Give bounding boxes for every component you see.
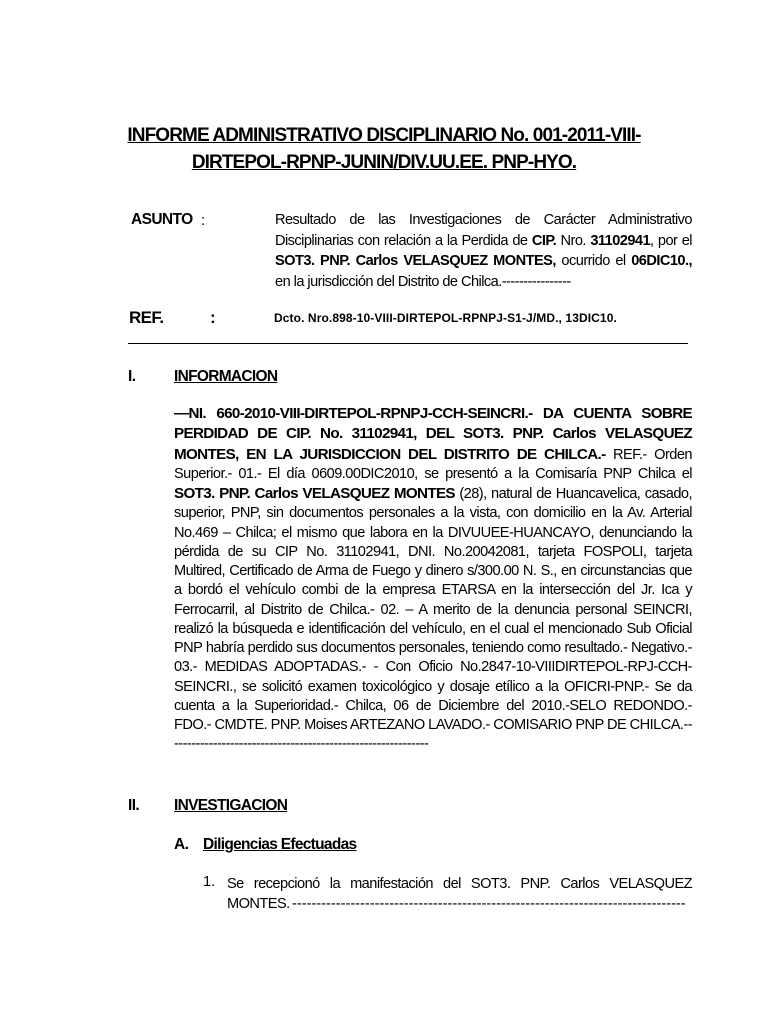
section-2-number: II. (128, 797, 140, 814)
item-1-sentence: Se recepcionó la manifestación del SOT3. PNP. Carlos VELASQUEZ MONTES. (227, 876, 692, 912)
section-1-title: INFORMACION (174, 368, 278, 385)
asunto-colon: : (201, 212, 206, 229)
section-2-title: INVESTIGACION (174, 797, 288, 814)
ref-colon: : (210, 308, 216, 327)
section-1-headline: —NI. 660-2010-VIII-DIRTEPOL-RPNPJ-CCH-SEINCRI.- DA CUENTA SOBRE PERDIDAD DE CIP. No. 31102941, DEL SOT3. PNP. Carlos VELASQUEZ MONTES, EN LA JURISDICCION DEL DISTRITO DE CHILCA.- (174, 405, 692, 463)
asunto-cip-number: 31102941 (590, 232, 651, 249)
asunto-text (275, 210, 692, 292)
asunto-part: ocurrido el (555, 253, 632, 269)
section-1-officer-name: SOT3. PNP. Carlos VELASQUEZ MONTES (174, 485, 455, 502)
asunto-part: Nro. (556, 232, 591, 249)
section-1-paragraph-part: REF.- Orden Superior.- 01.- El día 0609.00DIC2010, se presentó a la Comisaría PNP Chilca el (174, 446, 692, 482)
asunto-part: , por el (650, 232, 692, 249)
asunto-officer: SOT3. PNP. Carlos VELASQUEZ MONTES, (275, 253, 556, 269)
document-title (120, 122, 648, 176)
item-1-dash-fill: --------------------------------------------------------------------------------- (292, 896, 686, 912)
ref-text: Dcto. Nro.898-10-VIII-DIRTEPOL-RPNPJ-S1-J/MD., 13DIC10. (274, 311, 617, 325)
title-line-1: INFORME ADMINISTRATIVO DISCIPLINARIO No. 001-2011-VIII- (127, 125, 641, 146)
subsection-a-letter: A. (174, 836, 189, 853)
asunto-cip: CIP. (531, 232, 557, 249)
section-1-paragraph-part: (28), natural de Huancavelica, casado, superior, PNP, sin documentos personales a la vista, con domicilio en la Av. Arterial No.469 – Chilca; el mismo que labora en la DIVUUEE-HUANCAYO, denunciando la pérdida de su CIP No. 31102941, DNI. No.20042081, tarjeta FOSPOLI, tarjeta Multired, Certificado de Arma de Fuego y dinero s/300.00 N. S., en circunstancias que a bordó el vehículo combi de la empresa ETARSA en la intersección del Jr. Ica y Ferrocarril, al Distrito de Chilca.- 02. – A merito de la denuncia personal SEINCRI, realizó la búsqueda e identificación del vehículo, en el cual el mencionado Sub Oficial PNP habría perdido sus documentos personales, teniendo como resultado.- Negativo.- 03.- MEDIDAS ADOPTADAS.- - Con Oficio No.2847-10-VIIIDIRTEPOL-RPJ-CCH-SEINCRI., se solicitó examen toxicológico y dosaje etílico a la OFICRI-PNP.- Se da cuenta a la Superioridad.- Chilca, 06 de Diciembre del 2010.-SELO REDONDO.- FDO.- CMDTE. PNP. Moises ARTEZANO LAVADO.- COMISARIO PNP DE CHILCA.------------------------------------------------------------- (174, 486, 693, 753)
subsection-a-title: Diligencias Efectuadas (203, 836, 357, 853)
item-1-number: 1. (203, 874, 216, 890)
asunto-date: 06DIC10., (631, 253, 692, 269)
separator-line (128, 343, 688, 344)
asunto-part: Resultado de las Investigaciones de Carácter Administrativo Disciplinarias con relación a la Perdida de (275, 212, 692, 249)
section-1-body (174, 404, 692, 755)
section-1-number: I. (128, 368, 136, 385)
ref-label: REF. (129, 308, 164, 327)
asunto-label: ASUNTO (131, 211, 193, 228)
asunto-part: en la jurisdicción del Distrito de Chilca.---------------- (275, 273, 571, 290)
title-line-2: DIRTEPOL-RPNP-JUNIN/DIV.UU.EE. PNP-HYO. (191, 152, 577, 173)
